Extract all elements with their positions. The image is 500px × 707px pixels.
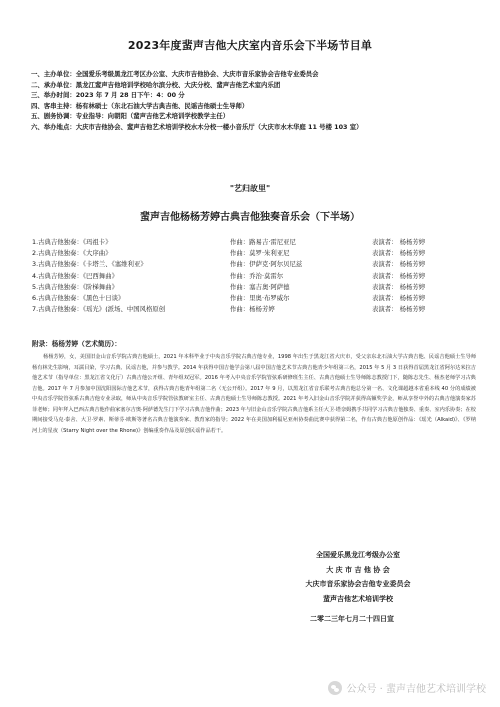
program-piece: 3.古典吉他独奏：《卡塔兰、《塞维利亚》 bbox=[32, 260, 147, 269]
organizer-line: 蜚声吉他艺术培训学校 bbox=[323, 594, 393, 603]
program-item bbox=[32, 248, 472, 259]
organizer-signature bbox=[258, 548, 458, 606]
program-performer: 表演者： 杨杨芳婷 bbox=[372, 249, 426, 258]
program-composer: 作曲：杨杨芳婷 bbox=[230, 305, 275, 314]
program-composer: 作曲：伊萨克·阿尔贝尼兹 bbox=[230, 260, 303, 269]
program-piece: 1.古典吉他独奏：《玛祖卡》 bbox=[32, 238, 112, 246]
program-piece: 6.古典吉他独奏：《黑色十日谈》 bbox=[32, 293, 125, 302]
page-title: 2023年度蜚声吉他大庆室内音乐会下半场节目单 bbox=[127, 39, 373, 52]
program-composer: 作曲：乔治·莫雷尔 bbox=[230, 271, 284, 280]
program-composer: 作曲：莫罗·朱利亚尼 bbox=[230, 249, 290, 258]
bio-text: 杨杨芳婷，女，美国旧金山音乐学院古典吉他硕士，2021 年本科毕业于中央音乐学院古典吉他专业，1998 年出生于黑龙江省大庆市，受父亲东北石油大学古典吉他、民谣吉他硕士生导师杨有林先生影响，耳濡目染，学习古典、民谣吉他，并参与教学。2014 年获得中国吉他学会第八届中国吉他艺术节古典吉他青少年组第三名，2015 年 5 月 3 日获得首届黑龙江省阿尔达米拉吉他艺术节（指导单位：黑龙江省文化厅）古典吉他公开组、青年组双冠军。2016 年考入中央音乐学院管弦系研修班生主任、古典吉他硕士生导师陈志教授门下，随陈志先生、杨杰老师学习古典吉他。2017 年 7 月参加中国沈阳国际吉他艺术节，获得古典吉他青年组第二名（无公开组）。2017 年 9 月，以黑龙江省音乐联考古典吉他总分第一名、文化课超越本省重本线 40 分的成绩被中央音乐学院管弦系古典吉他专业录取，师从中央音乐学院管弦教研室主任、古典吉他硕士生导师陈志教授。2021 年考入旧金山音乐学院并获得高额奖学金，师从享誉中外的古典吉他演奏家苏菲老师；同年拜入巴西古典吉他作曲家塞尔吉奥·阿萨德先生门下学习古典吉他作曲；2023 年与旧金山音乐学院古典吉他系主任大卫·塔奈姆携手共同学习古典吉他独奏、重奏、室内乐协奏；在校期间接受马克·泰舍、大卫·罗素、斯蒂芬·欧斯等著名古典吉他演奏家、教育家的指导；2022 年在美国加利福尼亚州协奏曲比赛中获得第二名，作有古典吉他原创作品：《瑶光（Alkaid)》、《罗纳河上的星夜（Starry Night over the Rhone)》创编重奏作品及原创民谣作品若干。 bbox=[32, 354, 476, 434]
program-performer: 表演者： 杨杨芳婷 bbox=[372, 305, 426, 314]
program-piece: 5.古典吉他独奏：《阶梯舞曲》 bbox=[32, 282, 118, 291]
program-piece: 4.古典吉他独奏：《巴西舞曲》 bbox=[32, 271, 118, 280]
program-piece: 7.古典吉他独奏：《瑶光》(派场、中国风格原创 bbox=[32, 305, 166, 314]
issue-date: 二零二三年七月二十四日宣 bbox=[310, 615, 394, 623]
program-composer: 作曲：里奥·布罗威尔 bbox=[230, 293, 290, 302]
program-performer: 表演者： 杨杨芳婷 bbox=[372, 260, 426, 269]
program-composer: 作曲：路易吉·雷尼亚尼 bbox=[230, 238, 296, 246]
program-item bbox=[32, 293, 472, 304]
program-composer: 作曲：塞吉奥·阿萨德 bbox=[230, 282, 290, 291]
wechat-icon bbox=[328, 681, 342, 695]
program-performer: 表演者： 杨杨芳婷 bbox=[372, 293, 426, 302]
info-row: 二、承办单位：黑龙江蜚声吉他培训学校哈尔滨分校、大庆分校、蜚声吉他艺术室内乐团 bbox=[31, 80, 281, 89]
program-piece: 2.古典吉他独奏：《大序曲》 bbox=[32, 249, 112, 258]
concert-title: 蜚声吉他杨杨芳婷古典吉他独奏音乐会（下半场） bbox=[140, 212, 360, 223]
program-performer: 表演者： 杨杨芳婷 bbox=[372, 271, 426, 280]
organizer-line: 全国爱乐黑龙江考级办公室 bbox=[316, 551, 400, 559]
info-row: 五、剧务协调：专业指导：向朝阳（蜚声吉他艺术培训学校教学主任） bbox=[31, 112, 230, 121]
program-list bbox=[32, 237, 472, 315]
program-item bbox=[32, 304, 472, 315]
program-item bbox=[32, 237, 472, 248]
program-item bbox=[32, 271, 472, 282]
bio-heading: 附录：杨杨芳婷（艺术简历）： bbox=[32, 340, 122, 348]
program-performer: 表演者： 杨杨芳婷 bbox=[372, 282, 426, 291]
program-performer: 表演者： 杨杨芳婷 bbox=[372, 238, 426, 246]
info-row: 六、举办地点：大庆市吉他协会、蜚声吉他艺术培训学校水木分校一楼小音乐厅（大庆市水木华庭 11 号楼 103 室） bbox=[31, 122, 363, 131]
watermark-text: 公众号 · 蜚声吉他艺术培训学校 bbox=[346, 684, 486, 695]
event-info bbox=[31, 69, 491, 133]
info-row: 一、主办单位：全国爱乐考级黑龙江考区办公室、大庆市吉他协会、大庆市音乐家协会吉他专业委员会 bbox=[31, 70, 319, 78]
slogan: "艺归故里" bbox=[229, 184, 271, 193]
organizer-line: 大 庆 市 吉 他 协 会 bbox=[326, 565, 390, 574]
program-item bbox=[32, 259, 472, 270]
info-row: 三、举办时间：2023 年 7 月 28 日下午：4：00 分 bbox=[31, 91, 185, 100]
watermark bbox=[328, 680, 486, 695]
info-row: 四、客串主持：杨有林硕士（东北石油大学古典吉他、民谣吉他硕士生导师） bbox=[31, 101, 249, 110]
program-item bbox=[32, 282, 472, 293]
organizer-line: 大庆市音乐家协会吉他专业委员会 bbox=[305, 580, 411, 588]
